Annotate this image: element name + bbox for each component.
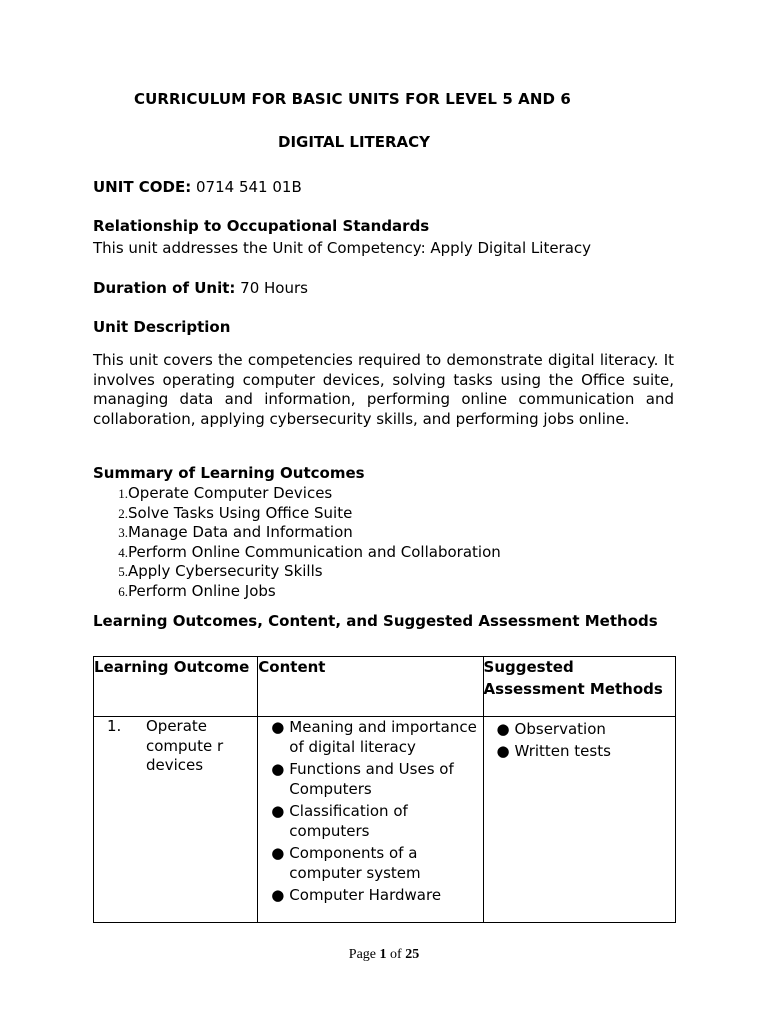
list-number: 5. bbox=[118, 564, 128, 580]
list-item bbox=[93, 543, 501, 563]
bullet-icon: ● bbox=[271, 760, 285, 778]
list-text: Components of a computer system bbox=[289, 844, 421, 882]
list-number: 3. bbox=[118, 525, 128, 541]
list-text: Classification of computers bbox=[289, 802, 408, 840]
list-item bbox=[258, 801, 482, 841]
duration-value: 70 Hours bbox=[240, 279, 308, 297]
bullet-icon: ● bbox=[271, 844, 285, 862]
list-text: Perform Online Jobs bbox=[128, 581, 276, 600]
outcome-number: 1. bbox=[107, 717, 122, 735]
list-text: Manage Data and Information bbox=[128, 523, 353, 542]
bullet-icon: ● bbox=[496, 720, 510, 738]
relationship-text: This unit addresses the Unit of Competency: Apply Digital Literacy bbox=[93, 239, 592, 257]
unit-title: DIGITAL LITERACY bbox=[278, 133, 431, 151]
bullet-icon: ● bbox=[271, 886, 285, 904]
header-assessment-methods: Assessment Methods bbox=[483, 680, 663, 698]
list-text: Perform Online Communication and Collaboration bbox=[128, 542, 501, 561]
page-total: 25 bbox=[405, 947, 420, 962]
bullet-icon: ● bbox=[271, 802, 285, 820]
list-item bbox=[93, 504, 501, 524]
header-suggested: Suggested bbox=[483, 658, 574, 676]
list-text: Observation bbox=[514, 720, 606, 738]
duration-label: Duration of Unit: bbox=[93, 279, 236, 297]
list-number: 2. bbox=[118, 505, 128, 521]
duration bbox=[93, 278, 308, 298]
list-text: Computer Hardware bbox=[289, 886, 442, 904]
table-heading: Learning Outcomes, Content, and Suggested Assessment Methods bbox=[93, 612, 658, 630]
table-header-row bbox=[94, 657, 676, 717]
summary-heading: Summary of Learning Outcomes bbox=[93, 464, 365, 482]
content-list bbox=[258, 717, 482, 905]
table-row bbox=[94, 717, 676, 923]
content-cell bbox=[258, 717, 483, 923]
list-text: Operate Computer Devices bbox=[128, 484, 333, 502]
header-assessment bbox=[483, 657, 675, 717]
unit-code-value: 0714 541 01B bbox=[196, 178, 302, 196]
page-footer bbox=[0, 947, 768, 963]
outcomes-list bbox=[93, 484, 501, 602]
description-heading: Unit Description bbox=[93, 318, 231, 336]
document-title: CURRICULUM FOR BASIC UNITS FOR LEVEL 5 AND 6 bbox=[134, 90, 571, 108]
list-text: Solve Tasks Using Office Suite bbox=[128, 503, 353, 522]
list-number: 6. bbox=[118, 583, 128, 599]
list-text: Meaning and importance of digital literacy bbox=[289, 718, 477, 756]
page-word: Page bbox=[348, 947, 377, 962]
header-content: Content bbox=[258, 657, 483, 717]
list-item bbox=[258, 759, 482, 799]
bullet-icon: ● bbox=[496, 742, 510, 760]
page-number: 1 bbox=[379, 947, 387, 962]
list-item bbox=[93, 484, 501, 504]
assessment-cell bbox=[483, 717, 675, 923]
list-item bbox=[484, 719, 675, 739]
unit-code bbox=[93, 177, 302, 197]
outcome-cell bbox=[94, 717, 258, 923]
list-text: Apply Cybersecurity Skills bbox=[128, 562, 323, 581]
of-word: of bbox=[390, 947, 402, 962]
assessment-table bbox=[93, 656, 676, 923]
list-item bbox=[93, 562, 501, 582]
list-text: Written tests bbox=[514, 742, 611, 760]
list-item bbox=[93, 523, 501, 543]
header-learning-outcome: Learning Outcome bbox=[94, 657, 258, 717]
outcome-text: Operate compute r devices bbox=[146, 717, 224, 774]
list-number: 4. bbox=[118, 544, 128, 560]
list-item bbox=[258, 717, 482, 757]
list-item bbox=[93, 582, 501, 602]
bullet-icon: ● bbox=[271, 718, 285, 736]
list-item bbox=[258, 843, 482, 883]
relationship-heading: Relationship to Occupational Standards bbox=[93, 217, 430, 235]
list-item bbox=[258, 885, 482, 905]
list-item bbox=[484, 741, 675, 761]
description-text: This unit covers the competencies required to demonstrate digital literacy. It involves operating computer devices, solving tasks using the Office suite, managing data and information, performing online communication and collaboration, applying cybersecurity skills, and performing jobs online. bbox=[93, 351, 674, 428]
assessment-list bbox=[484, 719, 675, 761]
unit-code-label: UNIT CODE: bbox=[93, 178, 192, 196]
list-number: 1. bbox=[118, 486, 128, 501]
list-text: Functions and Uses of Computers bbox=[289, 760, 454, 798]
